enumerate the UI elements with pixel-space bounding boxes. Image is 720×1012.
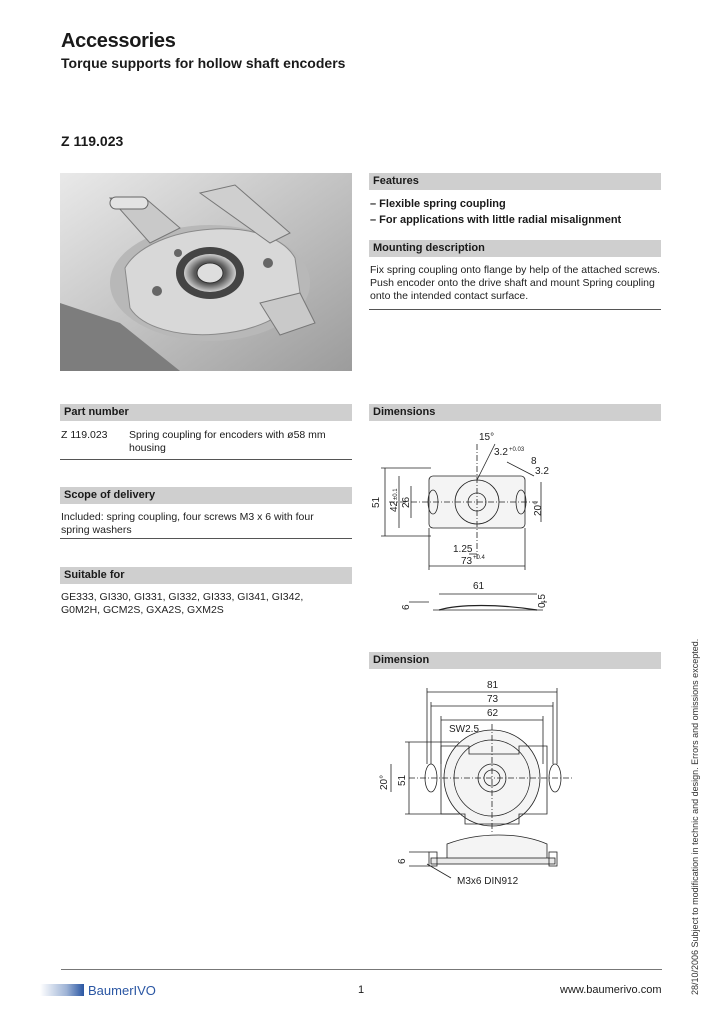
dim2-label-w62: 62	[487, 708, 499, 719]
dim-label-t6: 6	[401, 604, 412, 610]
dim-label-h26: 26	[401, 496, 412, 508]
dimensions-drawing	[369, 424, 661, 624]
suitable-heading: Suitable for	[60, 567, 352, 584]
dim-label-w125: 1.25	[453, 544, 473, 555]
dim-label-h42-tol: ±0.1	[393, 488, 399, 500]
dim-label-d1-tol: +0.03	[509, 447, 525, 453]
suitable-text: GE333, GI330, GI331, GI332, GI333, GI341, GI342, G0M2H, GCM2S, GXA2S, GXM2S	[61, 591, 304, 616]
footer-url[interactable]: www.baumerivo.com	[560, 984, 662, 996]
dim-label-a20: 20°	[533, 500, 544, 516]
dim-label-d3: 3.2	[535, 466, 549, 477]
part-number-code: Z 119.023	[61, 429, 108, 441]
part-number-description: Spring coupling for encoders with ø58 mm housing	[129, 429, 326, 454]
dim-label-w73-tol: +0.4	[473, 555, 485, 561]
footer-divider	[61, 969, 662, 970]
section-divider	[60, 538, 352, 539]
brand-logo	[40, 983, 156, 997]
dim-label-w61: 61	[473, 581, 485, 592]
section-divider	[369, 309, 661, 310]
dim2-label-w81: 81	[487, 680, 499, 691]
dim-label-angle: 15°	[479, 432, 495, 443]
page-title: Accessories	[61, 30, 176, 52]
features-list	[370, 196, 662, 228]
feature-item: – For applications with little radial misalignment	[370, 214, 622, 226]
brand-name: BaumerIVO	[88, 982, 156, 998]
dimensions-heading: Dimensions	[369, 404, 661, 421]
dim2-label-t6: 6	[397, 858, 408, 864]
section-divider	[60, 459, 352, 460]
dim2-label-h51: 51	[397, 774, 408, 786]
product-photo	[60, 173, 352, 371]
side-note	[690, 638, 706, 995]
dim-label-d1: 3.2	[494, 447, 508, 458]
features-heading: Features	[369, 173, 661, 190]
dim-label-h51: 51	[371, 496, 382, 508]
side-note-text: 28/10/2006 Subject to modification in technic and design. Errors and omissions excepted.	[690, 638, 700, 995]
dimension-drawing	[369, 674, 661, 894]
dim-label-w73: 73	[461, 556, 473, 567]
dim-label-t05: 0.5	[537, 594, 548, 608]
page-subtitle: Torque supports for hollow shaft encoders	[61, 55, 346, 71]
dim2-label-w73: 73	[487, 694, 499, 705]
mounting-heading: Mounting description	[369, 240, 661, 257]
feature-item: – Flexible spring coupling	[370, 198, 506, 210]
scope-text: Included: spring coupling, four screws M3 x 6 with four spring washers	[61, 511, 314, 536]
part-code-heading: Z 119.023	[61, 133, 124, 149]
part-number-heading: Part number	[60, 404, 352, 421]
dim2-label-screw: M3x6 DIN912	[457, 876, 519, 887]
dim-label-h42: 42	[389, 500, 400, 512]
scope-heading: Scope of delivery	[60, 487, 352, 504]
page-number: 1	[358, 984, 365, 996]
dimension-heading: Dimension	[369, 652, 661, 669]
mounting-text: Fix spring coupling onto flange by help of the attached screws. Push encoder onto the drive shaft and mount Spring coupling onto the intended contact surface.	[370, 264, 661, 302]
dim2-label-a20: 20°	[379, 774, 390, 790]
dim2-label-sw: SW2.5	[449, 724, 480, 735]
dim-label-d2: 8	[531, 456, 537, 467]
logo-gradient-icon	[40, 984, 84, 996]
